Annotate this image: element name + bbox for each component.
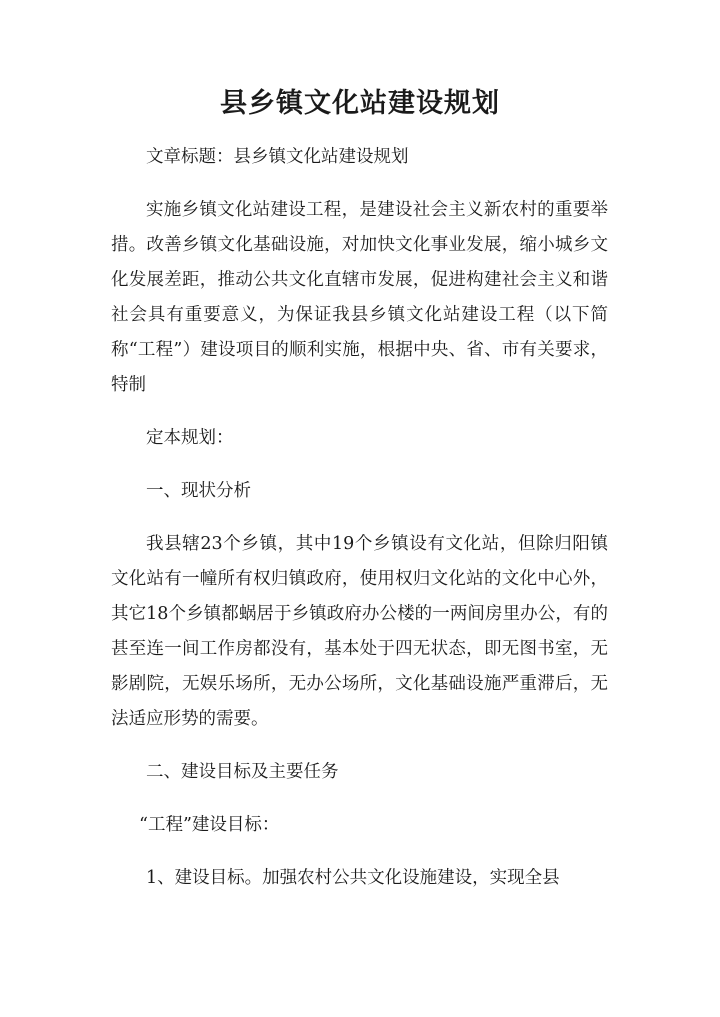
paragraph-intro: 实施乡镇文化站建设工程，是建设社会主义新农村的重要举措。改善乡镇文化基础设施，对加快文化事业发展，缩小城乡文化发展差距，推动公共文化直辖市发展，促进构建社会主义和谐社会具有重要意义，为保证我县乡镇文化站建设工程（以下简称“工程”）建设项目的顺利实施，根据中央、省、市有关要求，特制 — [111, 200, 608, 395]
paragraph-plan-lead: 定本规划： — [146, 428, 234, 448]
subheading-project-goals: “工程”建设目标： — [139, 815, 280, 835]
document-title: 县乡镇文化站建设规划 — [220, 88, 500, 119]
paragraph-goal-1: 1、建设目标。加强农村公共文化设施建设，实现全县 — [146, 868, 560, 888]
article-title-line: 文章标题：县乡镇文化站建设规划 — [146, 147, 409, 167]
section-heading-status: 一、现状分析 — [146, 481, 251, 501]
document-body — [111, 140, 608, 914]
paragraph-status: 我县辖23个乡镇，其中19个乡镇设有文化站，但除归阳镇文化站有一幢所有权归镇政府，使用权归文化站的文化中心外，其它18个乡镇都蜗居于乡镇政府办公楼的一两间房里办公，有的甚至连一间工作房都没有，基本处于四无状态，即无图书室，无影剧院，无娱乐场所，无办公场所，文化基础设施严重滞后，无法适应形势的需要。 — [111, 534, 608, 729]
section-heading-goals: 二、建设目标及主要任务 — [146, 762, 339, 782]
